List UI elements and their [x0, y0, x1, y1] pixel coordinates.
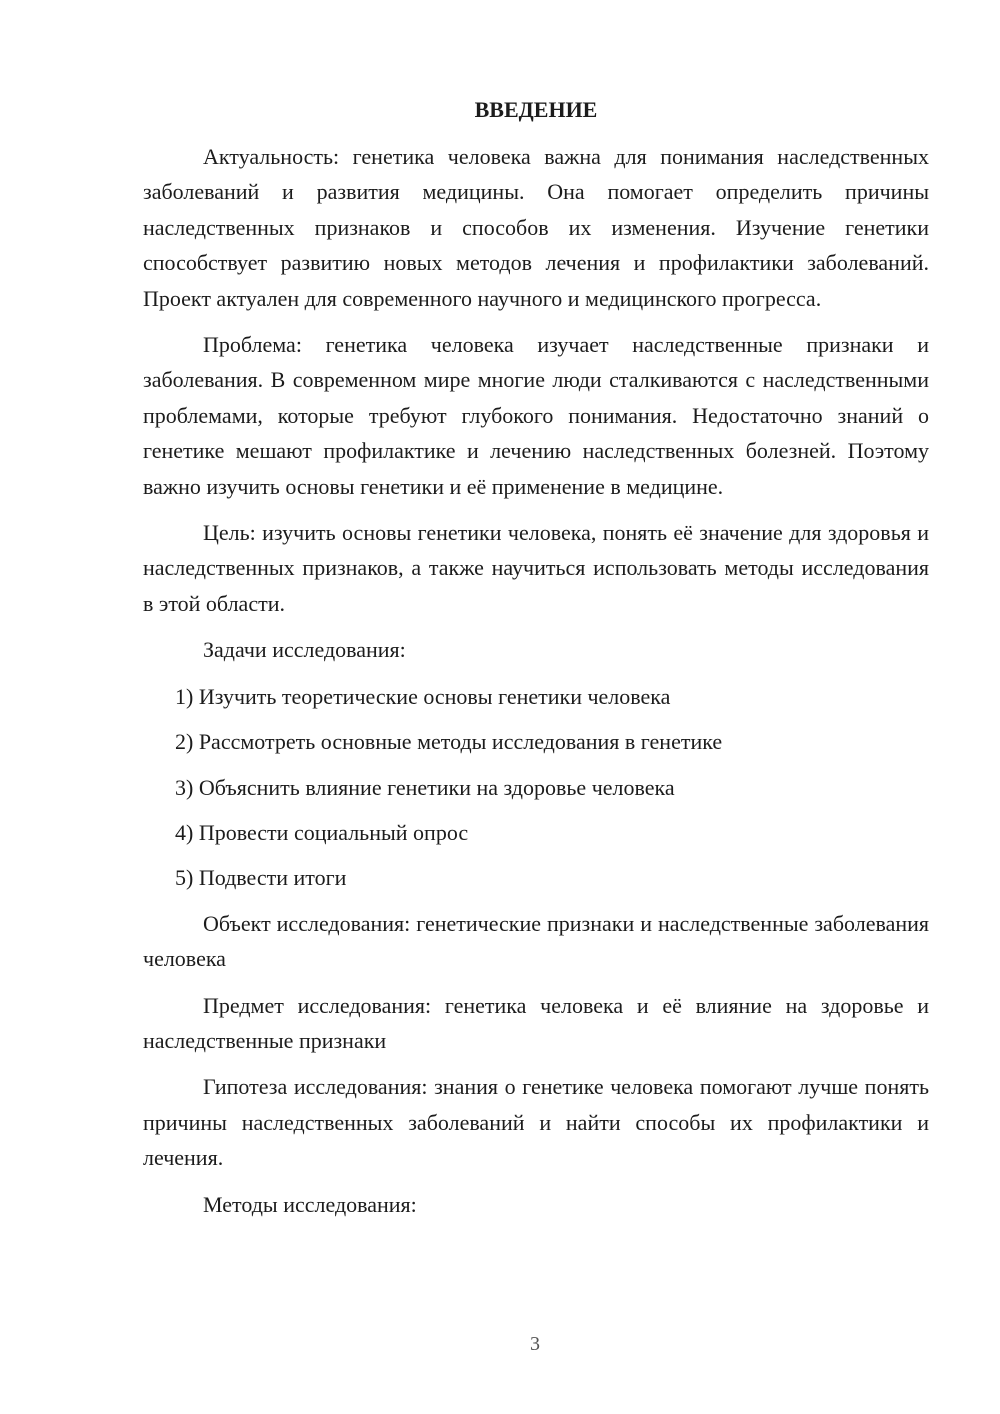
- methods-heading: Методы исследования:: [203, 1191, 417, 1217]
- list-item: 1) Изучить теоретические основы генетики человека: [175, 683, 671, 709]
- subject-paragraph: Предмет исследования: генетика человека и её влияние на здоровье и наследственные признаки: [143, 992, 929, 1053]
- hypothesis-paragraph: Гипотеза исследования: знания о генетике человека помогают лучше понять причины наследственных заболеваний и найти способы их профилактики и лечения.: [143, 1074, 929, 1171]
- relevance-paragraph: Актуальность: генетика человека важна для понимания наследственных заболеваний и развития медицины. Она помогает определить причины наследственных признаков и способов их изменения. Изучение генетики способствует развитию новых методов лечения и профилактики заболеваний. Проект актуален для современного научного и медицинского прогресса.: [143, 144, 929, 311]
- tasks-list: [143, 679, 929, 896]
- goal-paragraph: Цель: изучить основы генетики человека, понять её значение для здоровья и наследственных признаков, а также научиться использовать методы исследования в этой области.: [143, 520, 929, 616]
- page-number: 3: [530, 1333, 540, 1355]
- object-paragraph: Объект исследования: генетические признаки и наследственные заболевания человека: [143, 910, 929, 972]
- problem-paragraph: Проблема: генетика человека изучает наследственные признаки и заболевания. В современном мире многие люди сталкиваются с наследственными проблемами, которые требуют глубокого понимания. Недостаточно знаний о генетике мешают профилактике и лечению наследственных болезней. Поэтому важно изучить основы генетики и её применение в медицине.: [143, 332, 929, 499]
- list-item: 5) Подвести итоги: [175, 865, 347, 891]
- tasks-heading: Задачи исследования:: [203, 637, 406, 663]
- list-item: 4) Провести социальный опрос: [175, 819, 469, 845]
- list-item: 2) Рассмотреть основные методы исследования в генетике: [175, 729, 723, 755]
- page-content: [143, 95, 929, 1233]
- list-item: 3) Объяснить влияние генетики на здоровье человека: [175, 774, 675, 800]
- section-title: ВВЕДЕНИЕ: [474, 97, 598, 122]
